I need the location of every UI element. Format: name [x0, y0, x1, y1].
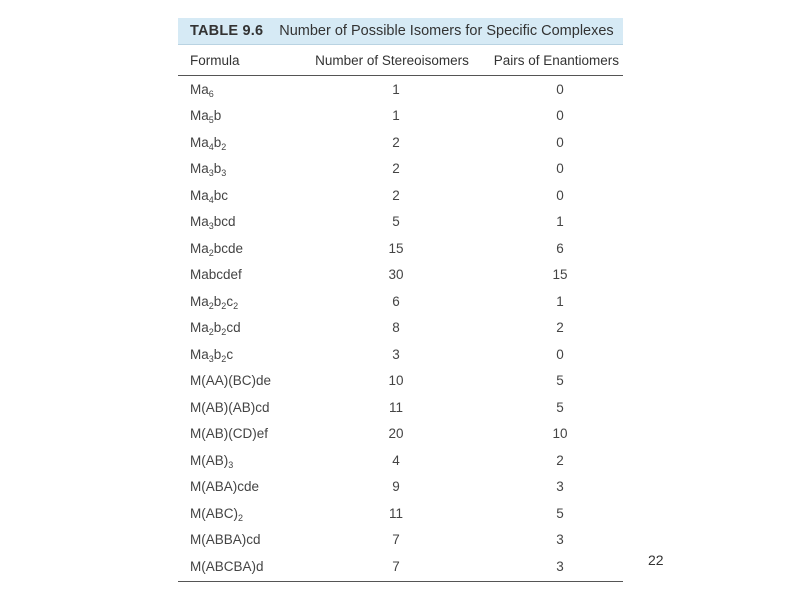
formula-cell: $Ma_2bcde$ [190, 240, 244, 258]
formula-cell: M(ABCBA)d [190, 558, 264, 574]
table-row: $Ma_2bcde$ 15 6 [178, 235, 623, 262]
table-row: $Ma_2b_2c_2$ 6 1 [178, 288, 623, 315]
table-row: $Ma_3b_3$ 2 0 [178, 156, 623, 183]
formula-cell: $Ma_3b_2c$ [190, 346, 234, 364]
table-caption [178, 18, 623, 45]
header-formula: Formula [190, 52, 240, 68]
table-caption-title: Number of Possible Isomers for Specific Complexes [279, 23, 614, 39]
formula-cell: $Ma_2b_2c_2$ [190, 293, 239, 311]
table-row: $Ma_3b_2c$ 3 0 [178, 341, 623, 368]
table-header-row [178, 45, 623, 76]
formula-cell: M(ABBA)cd [190, 532, 261, 548]
isomer-table [178, 18, 623, 582]
table-row: M(AA)(BC)de 10 5 [178, 368, 623, 395]
formula-cell: M(AB)(CD)ef [190, 426, 268, 442]
table-body [178, 76, 623, 580]
formula-cell: $M(ABC)_2$ [190, 505, 244, 523]
table-row: $Ma_4bc$ 2 0 [178, 182, 623, 209]
table-row: $Ma_6$ 1 0 [178, 76, 623, 103]
table-row: $M(ABC)_2$ 11 5 [178, 500, 623, 527]
formula-cell: $Ma_4b_2$ [190, 134, 227, 152]
formula-cell: Mabcdef [190, 267, 242, 283]
table-row: $Ma_3bcd$ 5 1 [178, 209, 623, 236]
table-row: M(AB)(AB)cd 11 5 [178, 394, 623, 421]
header-stereoisomers: Number of Stereoisomers [315, 52, 469, 68]
table-row: M(ABCBA)d 7 3 [178, 553, 623, 580]
header-enantiomers: Pairs of Enantiomers [493, 52, 619, 68]
table-caption-label: TABLE 9.6 [190, 23, 264, 39]
table-row: M(ABA)cde 9 3 [178, 474, 623, 501]
table-row: $Ma_2b_2cd$ 8 2 [178, 315, 623, 342]
formula-cell: $Ma_3bcd$ [190, 214, 236, 232]
formula-cell: M(ABA)cde [190, 479, 260, 495]
formula-cell: $Ma_6$ [190, 81, 214, 99]
formula-cell: $Ma_4bc$ [190, 187, 229, 205]
page-number: 22 [648, 552, 664, 568]
table-row: Mabcdef 30 15 [178, 262, 623, 289]
table-row: M(ABBA)cd 7 3 [178, 527, 623, 554]
table-row: M(AB)(CD)ef 20 10 [178, 421, 623, 448]
formula-cell: $Ma_2b_2cd$ [190, 320, 241, 338]
table-row: $Ma_5b$ 1 0 [178, 103, 623, 130]
table-row: $Ma_4b_2$ 2 0 [178, 129, 623, 156]
formula-cell: $Ma_3b_3$ [190, 161, 227, 179]
formula-cell: M(AB)(AB)cd [190, 399, 270, 415]
table-row: $M(AB)_3$ 4 2 [178, 447, 623, 474]
formula-cell: $Ma_5b$ [190, 108, 222, 126]
formula-cell: $M(AB)_3$ [190, 452, 234, 470]
formula-cell: M(AA)(BC)de [190, 373, 272, 389]
table-bottom-rule [178, 581, 623, 582]
